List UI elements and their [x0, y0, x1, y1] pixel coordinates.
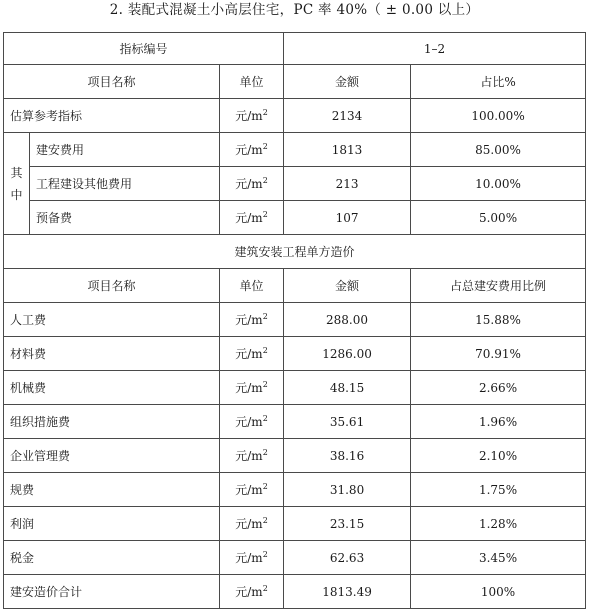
cost-row-name: 规费	[4, 473, 220, 507]
cost-row	[4, 371, 586, 405]
cost-row-ratio: 2.66%	[411, 371, 586, 405]
cost-row-name: 人工费	[4, 303, 220, 337]
cost-row-name: 建安造价合计	[4, 575, 220, 609]
cost-row-unit: 元$/m^2$	[220, 575, 284, 609]
section-title: 建筑安装工程单方造价	[4, 235, 586, 269]
cost-row	[4, 439, 586, 473]
cost-row	[4, 541, 586, 575]
sub-row-amount: 1813	[284, 133, 411, 167]
cost-row-unit: 元$/m^2$	[220, 473, 284, 507]
cost-row-name: 组织措施费	[4, 405, 220, 439]
cost-row-unit: 元$/m^2$	[220, 439, 284, 473]
sub-row-ratio: 5.00%	[411, 201, 586, 235]
sub-row-amount: 213	[284, 167, 411, 201]
cost-row-name: 企业管理费	[4, 439, 220, 473]
sub-row-unit: 元$/m^2$	[220, 167, 284, 201]
cost-row-unit: 元$/m^2$	[220, 371, 284, 405]
header-ratio: 占总建安费用比例	[411, 269, 586, 303]
estimate-amount: 2134	[284, 99, 411, 133]
estimate-name: 估算参考指标	[4, 99, 220, 133]
cost-row	[4, 473, 586, 507]
cost-row-ratio: 1.96%	[411, 405, 586, 439]
cost-row-ratio: 1.28%	[411, 507, 586, 541]
cost-row-ratio: 1.75%	[411, 473, 586, 507]
cost-row-amount: 31.80	[284, 473, 411, 507]
cost-row	[4, 337, 586, 371]
header-item-name: 项目名称	[4, 269, 220, 303]
header-ratio: 占比%	[411, 65, 586, 99]
sub-group-label	[4, 133, 30, 235]
cost-row-ratio: 2.10%	[411, 439, 586, 473]
sub-row-name: 工程建设其他费用	[30, 167, 220, 201]
sub-row-ratio: 85.00%	[411, 133, 586, 167]
cost-row-unit: 元$/m^2$	[220, 337, 284, 371]
cost-row-amount: 38.16	[284, 439, 411, 473]
cost-row-name: 材料费	[4, 337, 220, 371]
sub-row	[4, 201, 586, 235]
cost-row-ratio: 70.91%	[411, 337, 586, 371]
sub-row	[4, 167, 586, 201]
sub-row-unit: 元$/m^2$	[220, 201, 284, 235]
index-number-value: 1–2	[284, 33, 586, 65]
bottom-header-row	[4, 269, 586, 303]
sub-row-ratio: 10.00%	[411, 167, 586, 201]
cost-row	[4, 405, 586, 439]
sub-row-name: 预备费	[30, 201, 220, 235]
header-item-name: 项目名称	[4, 65, 220, 99]
cost-row-amount: 1286.00	[284, 337, 411, 371]
cost-row-ratio: 15.88%	[411, 303, 586, 337]
cost-row	[4, 507, 586, 541]
cost-row-amount: 288.00	[284, 303, 411, 337]
sub-group-label-chars: 其 中	[10, 165, 23, 202]
cost-row-name: 税金	[4, 541, 220, 575]
cost-row-amount: 35.61	[284, 405, 411, 439]
header-unit: 单位	[220, 269, 284, 303]
cost-row	[4, 303, 586, 337]
cost-index-table	[3, 32, 586, 609]
cost-row-name: 机械费	[4, 371, 220, 405]
cost-row-amount: 48.15	[284, 371, 411, 405]
table-caption: 2. 装配式混凝土小高层住宅，PC 率 40%（ ± 0.00 以上）	[109, 2, 480, 18]
estimate-unit: 元$/m^2$	[220, 99, 284, 133]
top-header-row	[4, 65, 586, 99]
index-number-row	[4, 33, 586, 65]
cost-row-amount: 1813.49	[284, 575, 411, 609]
header-unit: 单位	[220, 65, 284, 99]
cost-row-unit: 元$/m^2$	[220, 507, 284, 541]
cost-row-amount: 23.15	[284, 507, 411, 541]
estimate-ratio: 100.00%	[411, 99, 586, 133]
cost-row-unit: 元$/m^2$	[220, 405, 284, 439]
cost-row-name: 利润	[4, 507, 220, 541]
sub-row-unit: 元$/m^2$	[220, 133, 284, 167]
section-title-row	[4, 235, 586, 269]
cost-row	[4, 575, 586, 609]
estimate-row	[4, 99, 586, 133]
sub-row-name: 建安费用	[30, 133, 220, 167]
cost-row-unit: 元$/m^2$	[220, 303, 284, 337]
cost-row-ratio: 100%	[411, 575, 586, 609]
index-number-label: 指标编号	[4, 33, 284, 65]
sub-row	[4, 133, 586, 167]
cost-row-ratio: 3.45%	[411, 541, 586, 575]
sub-row-amount: 107	[284, 201, 411, 235]
header-amount: 金额	[284, 65, 411, 99]
header-amount: 金额	[284, 269, 411, 303]
cost-row-amount: 62.63	[284, 541, 411, 575]
cost-row-unit: 元$/m^2$	[220, 541, 284, 575]
cost-rows	[4, 303, 586, 609]
